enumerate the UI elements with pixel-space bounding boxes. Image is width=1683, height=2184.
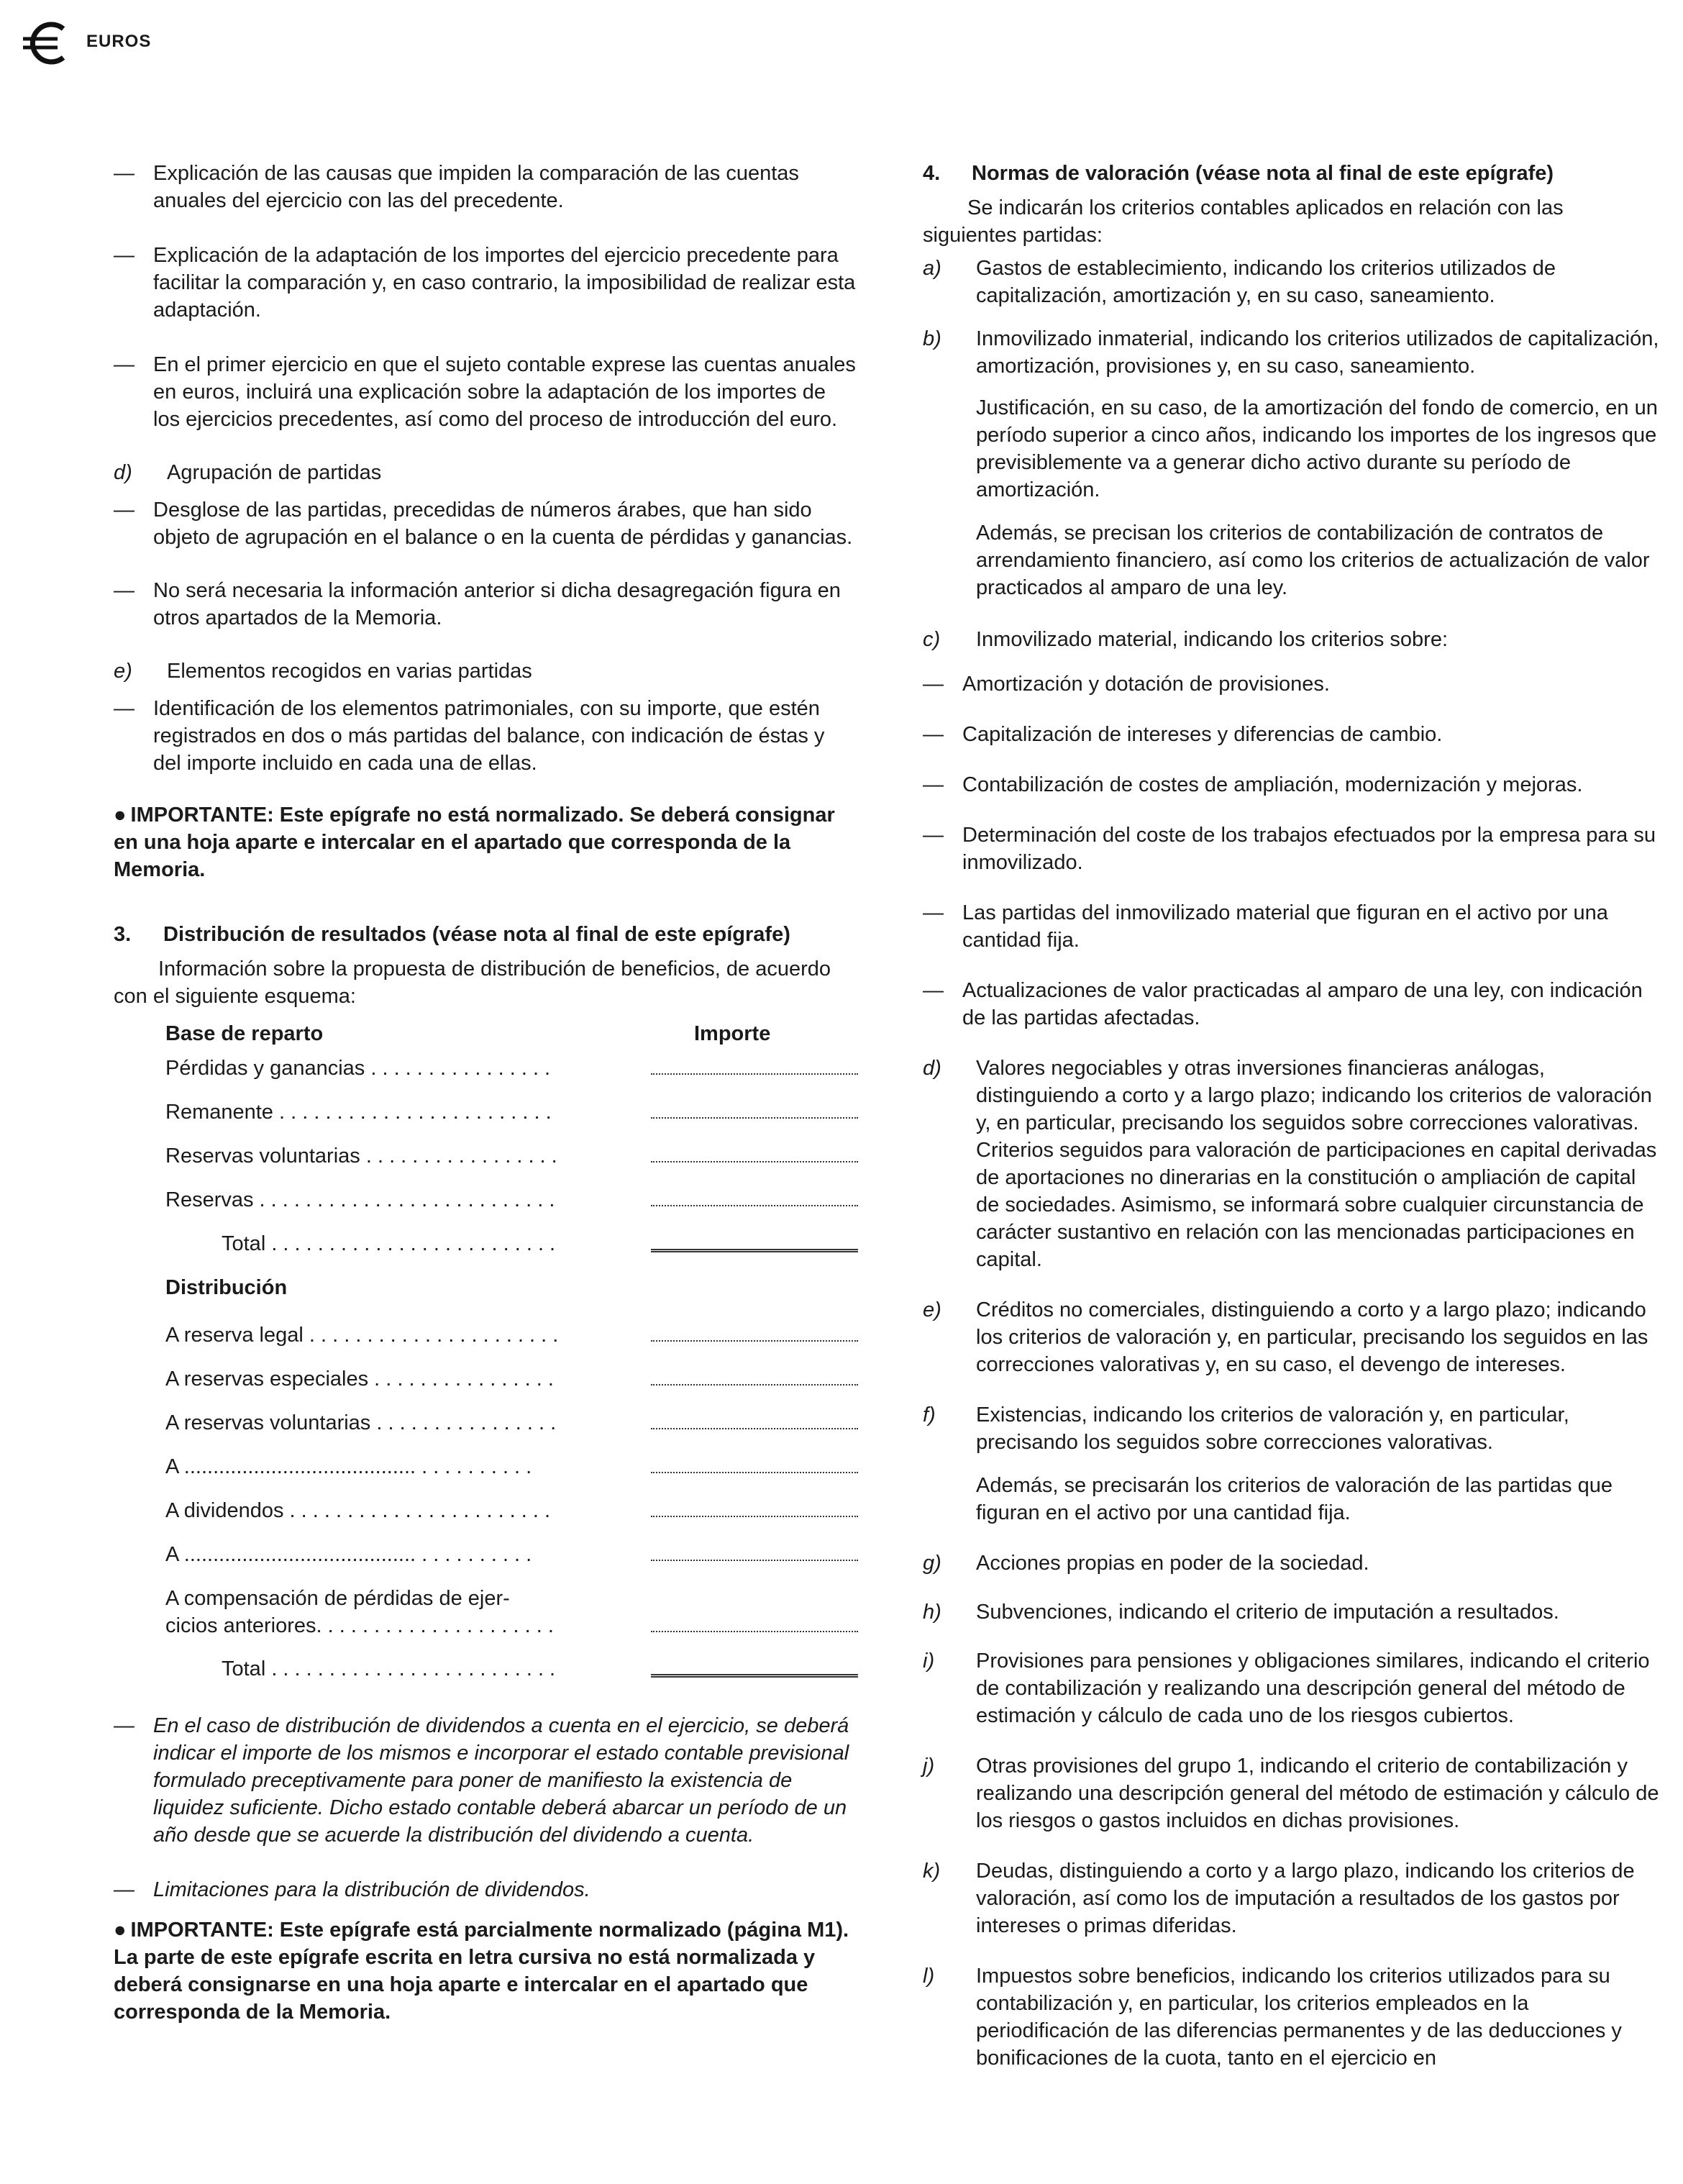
bullet-icon: ● (114, 1919, 127, 1942)
row-label: A reservas voluntarias . . . . . . . . . . . . . . . . (165, 1411, 557, 1434)
subsection-title: Elementos recogidos en varias partidas (167, 660, 532, 683)
item-letter: i) (923, 1650, 935, 1673)
section-number: 3. (114, 923, 132, 946)
criteria-item-d (923, 1055, 1661, 1273)
section-title: Normas de valoración (véase nota al final de este epígrafe) (972, 162, 1554, 185)
right-column (923, 160, 1661, 2072)
row-label: A reservas especiales . . . . . . . . . . . . . . . . (165, 1368, 554, 1391)
criteria-item-j (923, 1752, 1661, 1834)
section-number: 4. (923, 162, 941, 185)
dash-marker: — (923, 979, 944, 1002)
item-paragraph: Justificación, en su caso, de la amortización del fondo de comercio, en un período superior a cinco años, indicando los importes de los ingresos que previsiblemente va a generar dicho activo durante su período de amortización. (976, 396, 1658, 501)
important-note (114, 801, 856, 883)
table-row (165, 1360, 856, 1403)
item-text: Valores negociables y otras inversiones financieras análogas, distinguiendo a corto y a largo plazo; indicando los criterios de valoración y, en particular, precisando los seguidos sobre correcciones valorativas. Criterios seguidos para valoración de participaciones en capital derivadas de aportaciones no dinerarias en la constitución o ampliación de capital de sociedades. Asimismo, se informará sobre cualquier circunstancia de carácter sustantivo en relación con las mencionadas participaciones en capital. (976, 1057, 1657, 1271)
list-item-text: No será necesaria la información anterior si dicha desagregación figura en otros apartados de la Memoria. (153, 579, 841, 629)
row-label: A dividendos . . . . . . . . . . . . . . . . . . . . . . . (165, 1499, 551, 1522)
total-amount-field[interactable] (651, 1249, 858, 1252)
amount-field[interactable] (651, 1631, 858, 1632)
importe-header: Importe (694, 1022, 771, 1045)
row-label: A ........................................ . . . . . . . . . . (165, 1543, 532, 1566)
item-letter: c) (923, 628, 941, 651)
criteria-item-k (923, 1857, 1661, 1939)
list-item-text: Desglose de las partidas, precedidas de números árabes, que han sido objeto de agrupación en el balance o en la cuenta de pérdidas y ganancias. (153, 499, 853, 549)
item-letter: b) (923, 327, 941, 350)
dash-marker: — (114, 353, 134, 376)
dash-marker: — (923, 673, 944, 696)
list-item (923, 899, 1661, 954)
row-label (165, 1585, 554, 1639)
criteria-item-f (923, 1401, 1661, 1456)
subsection-letter: d) (114, 461, 132, 484)
criteria-item-c (923, 626, 1661, 653)
item-text: Impuestos sobre beneficios, indicando los criterios utilizados para su contabilización y, en particular, los criterios empleados en la periodificación de las diferencias permanentes y de las deducciones y bonificaciones de la cuota, tanto en el ejercicio en (976, 1965, 1622, 2070)
total-amount-field[interactable] (651, 1674, 858, 1678)
item-text: Existencias, indicando los criterios de valoración y, en particular, precisando los seguidos sobre correcciones valorativas. (976, 1403, 1569, 1454)
table-header (165, 1020, 856, 1049)
dash-marker: — (114, 1714, 134, 1737)
section-intro: Se indicarán los criterios contables aplicados en relación con las siguientes partidas: (923, 196, 1564, 247)
table-row (165, 1049, 856, 1093)
table-row (165, 1579, 856, 1650)
item-letter: f) (923, 1403, 936, 1427)
section-intro: Información sobre la propuesta de distribución de beneficios, de acuerdo con el siguiente esquema: (114, 957, 831, 1008)
subsection-letter: e) (114, 660, 132, 683)
list-item-text: Determinación del coste de los trabajos efectuados por la empresa para su inmovilizado. (962, 824, 1656, 874)
important-note (114, 1916, 856, 2026)
list-item-text: Limitaciones para la distribución de dividendos. (153, 1878, 590, 1901)
list-item-text: Amortización y dotación de provisiones. (962, 673, 1330, 696)
header-label: EUROS (86, 32, 152, 51)
amount-field[interactable] (651, 1384, 858, 1386)
item-text: Inmovilizado inmaterial, indicando los criterios utilizados de capitalización, amortización, provisiones y, en su caso, saneamiento. (976, 327, 1659, 378)
page-header (22, 22, 309, 65)
item-text: Provisiones para pensiones y obligaciones similares, indicando el criterio de contabilización y realizando una descripción general del método de estimación y cálculo de cada uno de los riesgos cubiertos. (976, 1650, 1650, 1727)
dash-marker: — (923, 773, 944, 796)
dash-marker: — (114, 697, 134, 720)
list-item-text: Contabilización de costes de ampliación, modernización y mejoras. (962, 773, 1583, 796)
list-item (114, 351, 856, 433)
subsection-heading-e (114, 658, 856, 685)
table-row (165, 1491, 856, 1535)
item-text: Subvenciones, indicando el criterio de imputación a resultados. (976, 1601, 1559, 1624)
list-item-text: Explicación de las causas que impiden la comparación de las cuentas anuales del ejercicio con las del precedente. (153, 162, 799, 212)
amount-field[interactable] (651, 1073, 858, 1075)
amount-field[interactable] (651, 1516, 858, 1517)
item-text: Deudas, distinguiendo a corto y a largo plazo, indicando los criterios de valoración, así como los de imputación a resultados de los gastos por intereses o primas diferidas. (976, 1860, 1635, 1937)
table-row (165, 1180, 856, 1224)
left-column (114, 160, 856, 2026)
amount-field[interactable] (651, 1205, 858, 1206)
total-row (165, 1650, 856, 1693)
distribution-table (165, 1020, 856, 1693)
total-label: Total . . . . . . . . . . . . . . . . . . . . . . . . . (222, 1657, 556, 1680)
list-item (114, 242, 856, 324)
criteria-item-h (923, 1598, 1661, 1626)
table-row (165, 1137, 856, 1180)
row-label: Reservas . . . . . . . . . . . . . . . . . . . . . . . . . . (165, 1188, 555, 1211)
list-item-text: Identificación de los elementos patrimoniales, con su importe, que estén registrados en dos o más partidas del balance, con indicación de éstas y del importe incluido en cada una de ellas. (153, 697, 825, 775)
list-item (923, 721, 1661, 748)
dash-marker: — (114, 1878, 134, 1901)
amount-field[interactable] (651, 1340, 858, 1342)
row-label: A reserva legal . . . . . . . . . . . . . . . . . . . . . . (165, 1324, 559, 1347)
item-text: Inmovilizado material, indicando los criterios sobre: (976, 628, 1449, 651)
item-text: Gastos de establecimiento, indicando los criterios utilizados de capitalización, amortización y, en su caso, saneamiento. (976, 257, 1556, 307)
item-text: Acciones propias en poder de la sociedad. (976, 1552, 1369, 1575)
euro-logo-icon (22, 22, 79, 65)
row-label-line: A compensación de pérdidas de ejer- (165, 1587, 510, 1610)
amount-field[interactable] (651, 1472, 858, 1473)
criteria-item-l (923, 1962, 1661, 2072)
table-row (165, 1447, 856, 1491)
list-item (114, 160, 856, 214)
item-paragraph: Además, se precisarán los criterios de valoración de las partidas que figuran en el activo por una cantidad fija. (976, 1474, 1613, 1524)
item-letter: l) (923, 1965, 935, 1988)
table-row (165, 1403, 856, 1447)
subsection-heading-d (114, 459, 856, 486)
subsection-title: Agrupación de partidas (167, 461, 382, 484)
item-letter: g) (923, 1552, 941, 1575)
list-item (923, 822, 1661, 876)
base-header: Base de reparto (165, 1022, 324, 1045)
item-letter: h) (923, 1601, 941, 1624)
section-title: Distribución de resultados (véase nota al final de este epígrafe) (163, 923, 790, 946)
list-item (923, 670, 1661, 698)
list-item (114, 1876, 856, 1903)
amount-field[interactable] (651, 1560, 858, 1561)
list-item-text: Las partidas del inmovilizado material que figuran en el activo por una cantidad fija. (962, 901, 1608, 952)
list-item-text: Capitalización de intereses y diferencias de cambio. (962, 723, 1443, 746)
dash-marker: — (114, 162, 134, 185)
list-item-text: En el caso de distribución de dividendos a cuenta en el ejercicio, se deberá indicar el importe de los mismos e incorporar el estado contable previsional formulado preceptivamente para poner de manifiesto la existencia de liquidez suficiente. Dicho estado contable deberá abarcar un período de un año desde que se acuerde la distribución del dividendo a cuenta. (153, 1714, 849, 1847)
section-heading-4 (923, 160, 1661, 187)
criteria-item-b (923, 325, 1661, 380)
total-row (165, 1224, 856, 1268)
distribution-header: Distribución (165, 1276, 288, 1299)
important-text: IMPORTANTE: Este epígrafe no está normalizado. Se deberá consignar en una hoja aparte e intercalar en el apartado que corresponda de la Memoria. (114, 804, 835, 881)
list-item (114, 577, 856, 632)
criteria-item-g (923, 1550, 1661, 1577)
total-label: Total . . . . . . . . . . . . . . . . . . . . . . . . . (222, 1232, 556, 1255)
amount-field[interactable] (651, 1117, 858, 1119)
list-item (114, 695, 856, 777)
list-item (923, 771, 1661, 798)
list-item-text: Actualizaciones de valor practicadas al amparo de una ley, con indicación de las partidas afectadas. (962, 979, 1643, 1029)
section-heading-3 (114, 921, 856, 948)
dash-marker: — (114, 244, 134, 267)
table-row (165, 1316, 856, 1360)
list-item (114, 1712, 856, 1849)
item-letter: k) (923, 1860, 941, 1883)
amount-field[interactable] (651, 1161, 858, 1162)
row-label: A ........................................ . . . . . . . . . . (165, 1455, 532, 1478)
list-item-text: Explicación de la adaptación de los importes del ejercicio precedente para facilitar la comparación y, en caso contrario, la imposibilidad de realizar esta adaptación. (153, 244, 856, 322)
list-item (114, 496, 856, 551)
criteria-item-a (923, 255, 1661, 309)
item-letter: d) (923, 1057, 941, 1080)
list-item (923, 977, 1661, 1032)
dash-marker: — (114, 499, 134, 522)
table-row (165, 1093, 856, 1137)
item-letter: j) (923, 1755, 935, 1778)
criteria-item-e (923, 1296, 1661, 1378)
row-label: Reservas voluntarias . . . . . . . . . . . . . . . . . (165, 1145, 557, 1168)
item-text: Créditos no comerciales, distinguiendo a corto y a largo plazo; indicando los criterios de valoración y, en particular, precisando los seguidos en las correcciones valorativas y, en su caso, el devengo de intereses. (976, 1298, 1648, 1376)
table-row (165, 1535, 856, 1579)
item-letter: e) (923, 1298, 941, 1321)
dash-marker: — (923, 824, 944, 847)
bullet-icon: ● (114, 804, 127, 827)
row-label-line: cicios anteriores. . . . . . . . . . . . . . . . . . . . . (165, 1614, 554, 1637)
dash-marker: — (923, 901, 944, 924)
criteria-item-i (923, 1647, 1661, 1729)
important-text: IMPORTANTE: Este epígrafe está parcialmente normalizado (página M1). La parte de este epígrafe escrita en letra cursiva no está normalizada y deberá consignarse en una hoja aparte e intercalar en el apartado que corresponda de la Memoria. (114, 1919, 849, 2024)
item-text: Otras provisiones del grupo 1, indicando el criterio de contabilización y realizando una descripción general del método de estimación y cálculo de los riesgos o gastos incluidos en dichas provisiones. (976, 1755, 1659, 1832)
dash-marker: — (114, 579, 134, 602)
item-paragraph: Además, se precisan los criterios de contabilización de contratos de arrendamiento financiero, así como los criterios de actualización de valor practicados al amparo de una ley. (976, 522, 1650, 599)
dash-marker: — (923, 723, 944, 746)
list-item-text: En el primer ejercicio en que el sujeto contable exprese las cuentas anuales en euros, incluirá una explicación sobre la adaptación de los importes de los ejercicios precedentes, así como del proceso de introducción del euro. (153, 353, 856, 431)
item-letter: a) (923, 257, 941, 280)
row-label: Remanente . . . . . . . . . . . . . . . . . . . . . . . . (165, 1101, 552, 1124)
row-label: Pérdidas y ganancias . . . . . . . . . . . . . . . . (165, 1057, 551, 1080)
amount-field[interactable] (651, 1428, 858, 1429)
